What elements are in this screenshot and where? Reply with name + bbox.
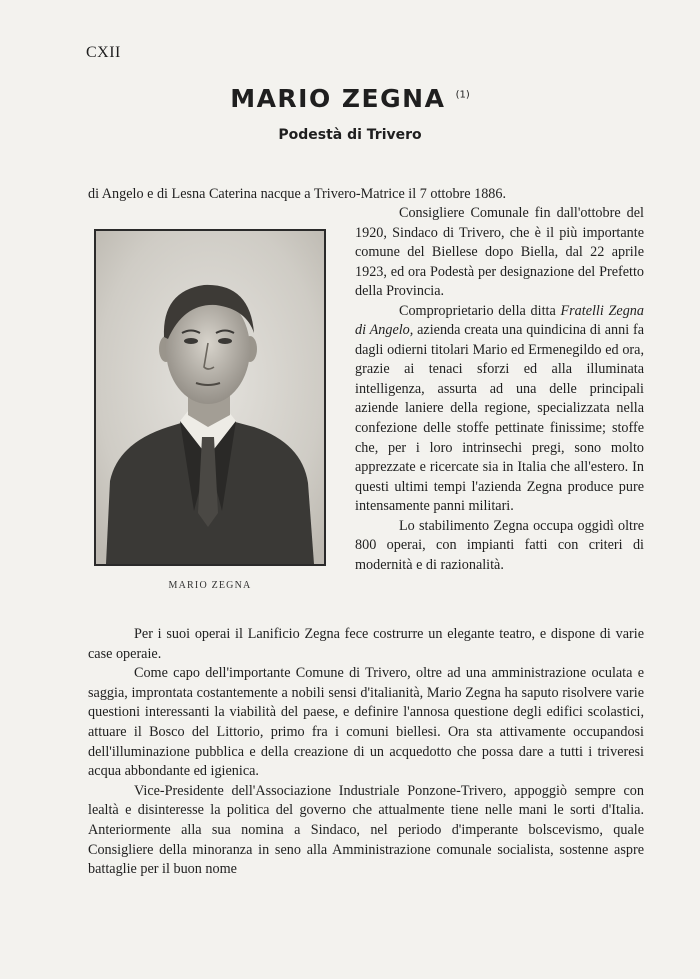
company-text-start: Comproprietario della ditta: [399, 302, 561, 319]
paragraph-company: [355, 302, 644, 517]
title-text: MARIO ZEGNA: [230, 84, 446, 113]
paragraph-politics: Vice-Presidente dell'Associazione Industriale Ponzone-Trivero, appoggiò sempre con lealtà e disinteresse la politica del governo che attualmente tiene nelle mani le sorti d'Italia. Anteriormente alla sua nomina a Sindaco, nel periodo d'imperante bolscevismo, quale Consigliere della minoranza in seno alla Amministrazione comunale socialista, sostenne aspre battaglie per il buon nome: [88, 782, 644, 878]
photo-caption: MARIO ZEGNA: [168, 580, 252, 591]
paragraph-factory: Lo stabilimento Zegna occupa oggidì oltre 800 operai, con impianti fatti con criteri di modernità e di razionalità.: [355, 517, 644, 573]
company-text-rest: azienda creata una quindicina di anni fa dagli odierni titolari Mario ed Ermenegildo ed ora, grazie ai tenaci sforzi ed alla illuminata intelligenza, assurta ad una delle principali aziende laniere della regione, specializzata nella confezione delle stoffe pettinate finissime; stoffe che, per i loro intrinsechi pregi, sono molto apprezzate e ricercate sia in Italia che all'estero. In questi ultimi tempi l'azienda Zegna produce pure intensamente panni militari.: [355, 322, 645, 515]
paragraph-administration: Come capo dell'importante Comune di Trivero, oltre ad una amministrazione oculata e saggia, improntata costantemente a nobili sensi d'italianità, Mario Zegna ha saputo risolvere varie questioni interessanti la viabilità del paese, e definire l'annosa questione degli edifici scolastici, attuare il Bosco del Littorio, primo fra i comuni biellesi. Ora sta attivamente occupandosi dell'illuminazione pubblica e della creazione di un acquedotto che possa dare a tutti i triveresi acqua abbondante ed igienica.: [88, 665, 644, 780]
subtitle: Podestà di Trivero: [278, 127, 422, 143]
right-column-text: [355, 204, 644, 575]
paragraph-theatre: Per i suoi operai il Lanificio Zegna fece costrurre un elegante teatro, e dispone di varie case operaie.: [88, 626, 644, 662]
portrait-illustration: [96, 231, 324, 564]
paragraph-career: Consigliere Comunale fin dall'ottobre del 1920, Sindaco di Trivero, che è il più importante comune del Biellese dopo Biella, dal 22 aprile 1923, ed ora Podestà per designazione del Prefetto della Provincia.: [355, 205, 644, 300]
company-name: Fratelli Zegna di Angelo,: [355, 302, 644, 339]
lead-sentence: di Angelo e di Lesna Caterina nacque a Trivero-Matrice il 7 ottobre 1886.: [88, 186, 507, 202]
footnote-marker: (1): [455, 89, 470, 101]
body-text: [88, 625, 644, 880]
page-number: CXII: [86, 44, 121, 61]
page-title: [0, 84, 700, 113]
portrait-photo: [94, 229, 326, 566]
